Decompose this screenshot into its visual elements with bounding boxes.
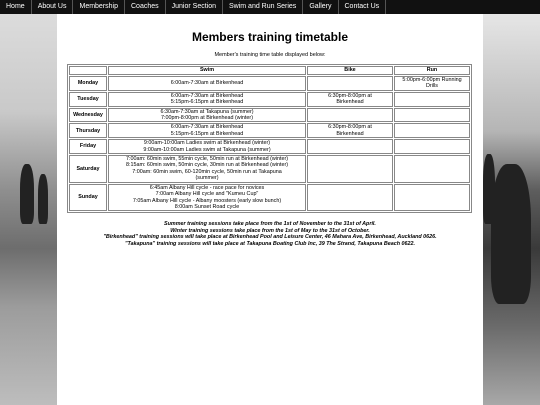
nav-gallery[interactable]: Gallery [303, 0, 338, 14]
header-run: Run [394, 66, 470, 75]
nav-contact-us[interactable]: Contact Us [339, 0, 387, 14]
table-row [69, 139, 470, 154]
timetable-body [69, 76, 470, 211]
bike-cell-line: 6:30pm-8:00pm at [328, 124, 372, 131]
run-cell [394, 76, 470, 91]
day-cell: Friday [69, 139, 107, 154]
swim-cell-line: 5:15pm-6:15pm at Birkenhead [170, 130, 244, 137]
swim-cell-line: 6:00am-7:30am at Birkenhead [170, 80, 244, 87]
swim-cell [108, 184, 306, 212]
swimmer-figure [38, 174, 48, 224]
table-row [69, 108, 470, 123]
nav-membership[interactable]: Membership [73, 0, 125, 14]
swim-cell-line: 5:15pm-6:15pm at Birkenhead [170, 99, 244, 106]
bike-cell-line: 6:30pm-8:00pm at [328, 92, 372, 99]
timetable [67, 64, 472, 213]
bike-cell [307, 92, 393, 107]
nav-swim-and-run-series[interactable]: Swim and Run Series [223, 0, 303, 14]
swim-cell-line: 9:00am-10:00am Ladies swim at Birkenhead (winter) [143, 140, 271, 147]
bike-cell [307, 139, 393, 154]
timetable-header-row [69, 66, 470, 75]
swim-cell-line: 7:00am: 60min swim, 55min cycle, 50min run at Birkenhead (winter) [125, 156, 289, 163]
day-cell: Monday [69, 76, 107, 91]
swim-cell [108, 139, 306, 154]
swim-cell-line: 6:45am Albany Hill cycle - race pace for novices [149, 184, 265, 191]
training-notes [57, 221, 483, 247]
swim-cell-line: 6:30am-7:30am at Takapuna (summer) [160, 108, 254, 115]
swim-cell-line: 8:15am: 60min swim, 50min cycle, 30min run at Birkenhead (winter) [125, 162, 289, 169]
day-cell: Sunday [69, 184, 107, 212]
swim-cell-line: 7:05am Albany Hill cycle - Albany moosters (early slow bunch) [132, 197, 282, 204]
bike-cell [307, 123, 393, 138]
run-cell-line: 5:00pm-6:00pm Running Drills [402, 77, 462, 90]
day-cell: Saturday [69, 155, 107, 183]
main-content [57, 14, 483, 405]
background-photo-right [483, 14, 540, 405]
swim-cell-line: 7:00pm-8:00pm at Birkenhead (winter) [161, 115, 253, 122]
swim-cell-line: 8:00am Sunset Road cycle [174, 203, 240, 210]
swim-cell [108, 123, 306, 138]
background-photo-left [0, 14, 57, 405]
run-cell [394, 108, 470, 123]
note-summer: Summer training sessions take place from the 1st of November to the 31st of April. [164, 221, 376, 227]
swim-cell-line: 9:00am-10:00am Ladies swim at Takapuna (summer) [143, 146, 271, 153]
note-winter: Winter training sessions take place from the 1st of May to the 31st of October. [170, 227, 370, 234]
table-row [69, 92, 470, 107]
header-swim: Swim [108, 66, 306, 75]
run-cell [394, 155, 470, 183]
header-day [69, 66, 107, 75]
swim-cell [108, 155, 306, 183]
swim-cell-line: 7:00am Albany Hill cycle and "Kumeu Cup" [155, 191, 259, 198]
run-cell [394, 92, 470, 107]
nav-junior-section[interactable]: Junior Section [166, 0, 223, 14]
run-cell [394, 139, 470, 154]
swim-cell [108, 108, 306, 123]
bike-cell [307, 76, 393, 91]
swimmer-figure [20, 164, 34, 224]
bike-cell-line: Birkenhead [336, 99, 364, 106]
page-title: Members training timetable [191, 30, 349, 44]
swim-cell-line: 7:00am: 60min swim, 60-120min cycle, 50min run at Takapuna [132, 168, 282, 175]
swim-cell [108, 92, 306, 107]
day-cell: Wednesday [69, 108, 107, 123]
swim-cell [108, 76, 306, 91]
run-cell [394, 184, 470, 212]
day-cell: Thursday [69, 123, 107, 138]
swim-cell-line: 6:00am-7:30am at Birkenhead [170, 92, 244, 99]
page-subtitle: Member's training time table displayed below: [214, 52, 326, 58]
swim-cell-line: 6:00am-7:30am at Birkenhead [170, 124, 244, 131]
swimmer-figure [483, 154, 495, 224]
table-row [69, 184, 470, 212]
swimmer-figure [491, 164, 531, 304]
top-navigation [0, 0, 540, 14]
bike-cell [307, 108, 393, 123]
table-row [69, 123, 470, 138]
day-cell: Tuesday [69, 92, 107, 107]
bike-cell [307, 184, 393, 212]
bike-cell [307, 155, 393, 183]
note-takapuna: "Takapuna" training sessions will take place at Takapuna Boating Club Inc, 39 The Strand, Takapuna Beach 0622. [125, 240, 415, 247]
swim-cell-line: (summer) [195, 175, 219, 182]
table-row [69, 155, 470, 183]
nav-home[interactable]: Home [0, 0, 32, 14]
table-row [69, 76, 470, 91]
nav-about-us[interactable]: About Us [32, 0, 74, 14]
bike-cell-line: Birkenhead [336, 130, 364, 137]
header-bike: Bike [307, 66, 393, 75]
nav-coaches[interactable]: Coaches [125, 0, 166, 14]
run-cell [394, 123, 470, 138]
note-birkenhead: "Birkenhead" training sessions will take place at Birkenhead Pool and Leisure Center, 46 Mahara Ave, Birkenhead, Auckland 0626. [103, 234, 437, 241]
